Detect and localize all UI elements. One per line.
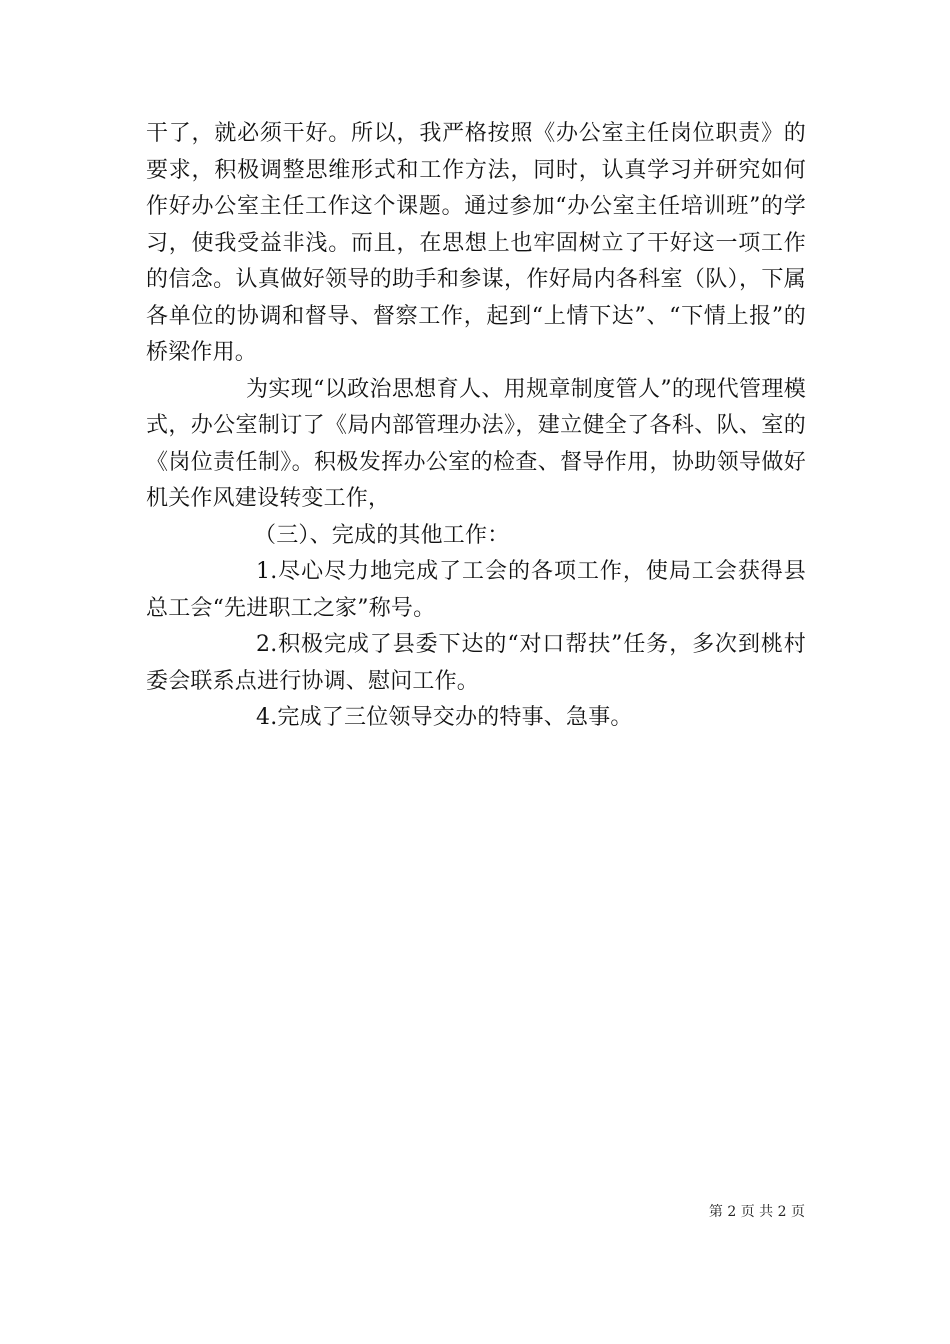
list-item-poverty-assistance: 2.积极完成了县委下达的“对口帮扶”任务，多次到桃村委会联系点进行协调、慰问工作。 [146,632,806,694]
page-number-footer: 第 2 页 共 2 页 [708,1204,805,1220]
paragraph-management-mode: 为实现“以政治思想育人、用规章制度管人”的现代管理模式，办公室制订了《局内部管理办法》，建立健全了各科、队、室的《岗位责任制》。积极发挥办公室的检查、督导作用，协助领导做好机关作风建设转变工作， [146,376,806,511]
list-item-leader-tasks: 4.完成了三位领导交办的特事、急事。 [256,705,633,730]
list-item-union-work: 1.尽心尽力地完成了工会的各项工作，使局工会获得县总工会“先进职工之家”称号。 [146,559,806,621]
document-body [146,116,806,737]
section-heading-other-work: （三）、完成的其他工作： [254,522,510,548]
paragraph-office-duties: 干了，就必须干好。所以，我严格按照《办公室主任岗位职责》的要求，积极调整思维形式和工作方法，同时，认真学习并研究如何作好办公室主任工作这个课题。通过参加“办公室主任培训班”的学习，使我受益非浅。而且，在思想上也牢固树立了干好这一项工作的信念。认真做好领导的助手和参谋，作好局内各科室（队），下属各单位的协调和督导、督察工作，起到“上情下达”、“下情上报”的桥梁作用。 [146,121,806,365]
